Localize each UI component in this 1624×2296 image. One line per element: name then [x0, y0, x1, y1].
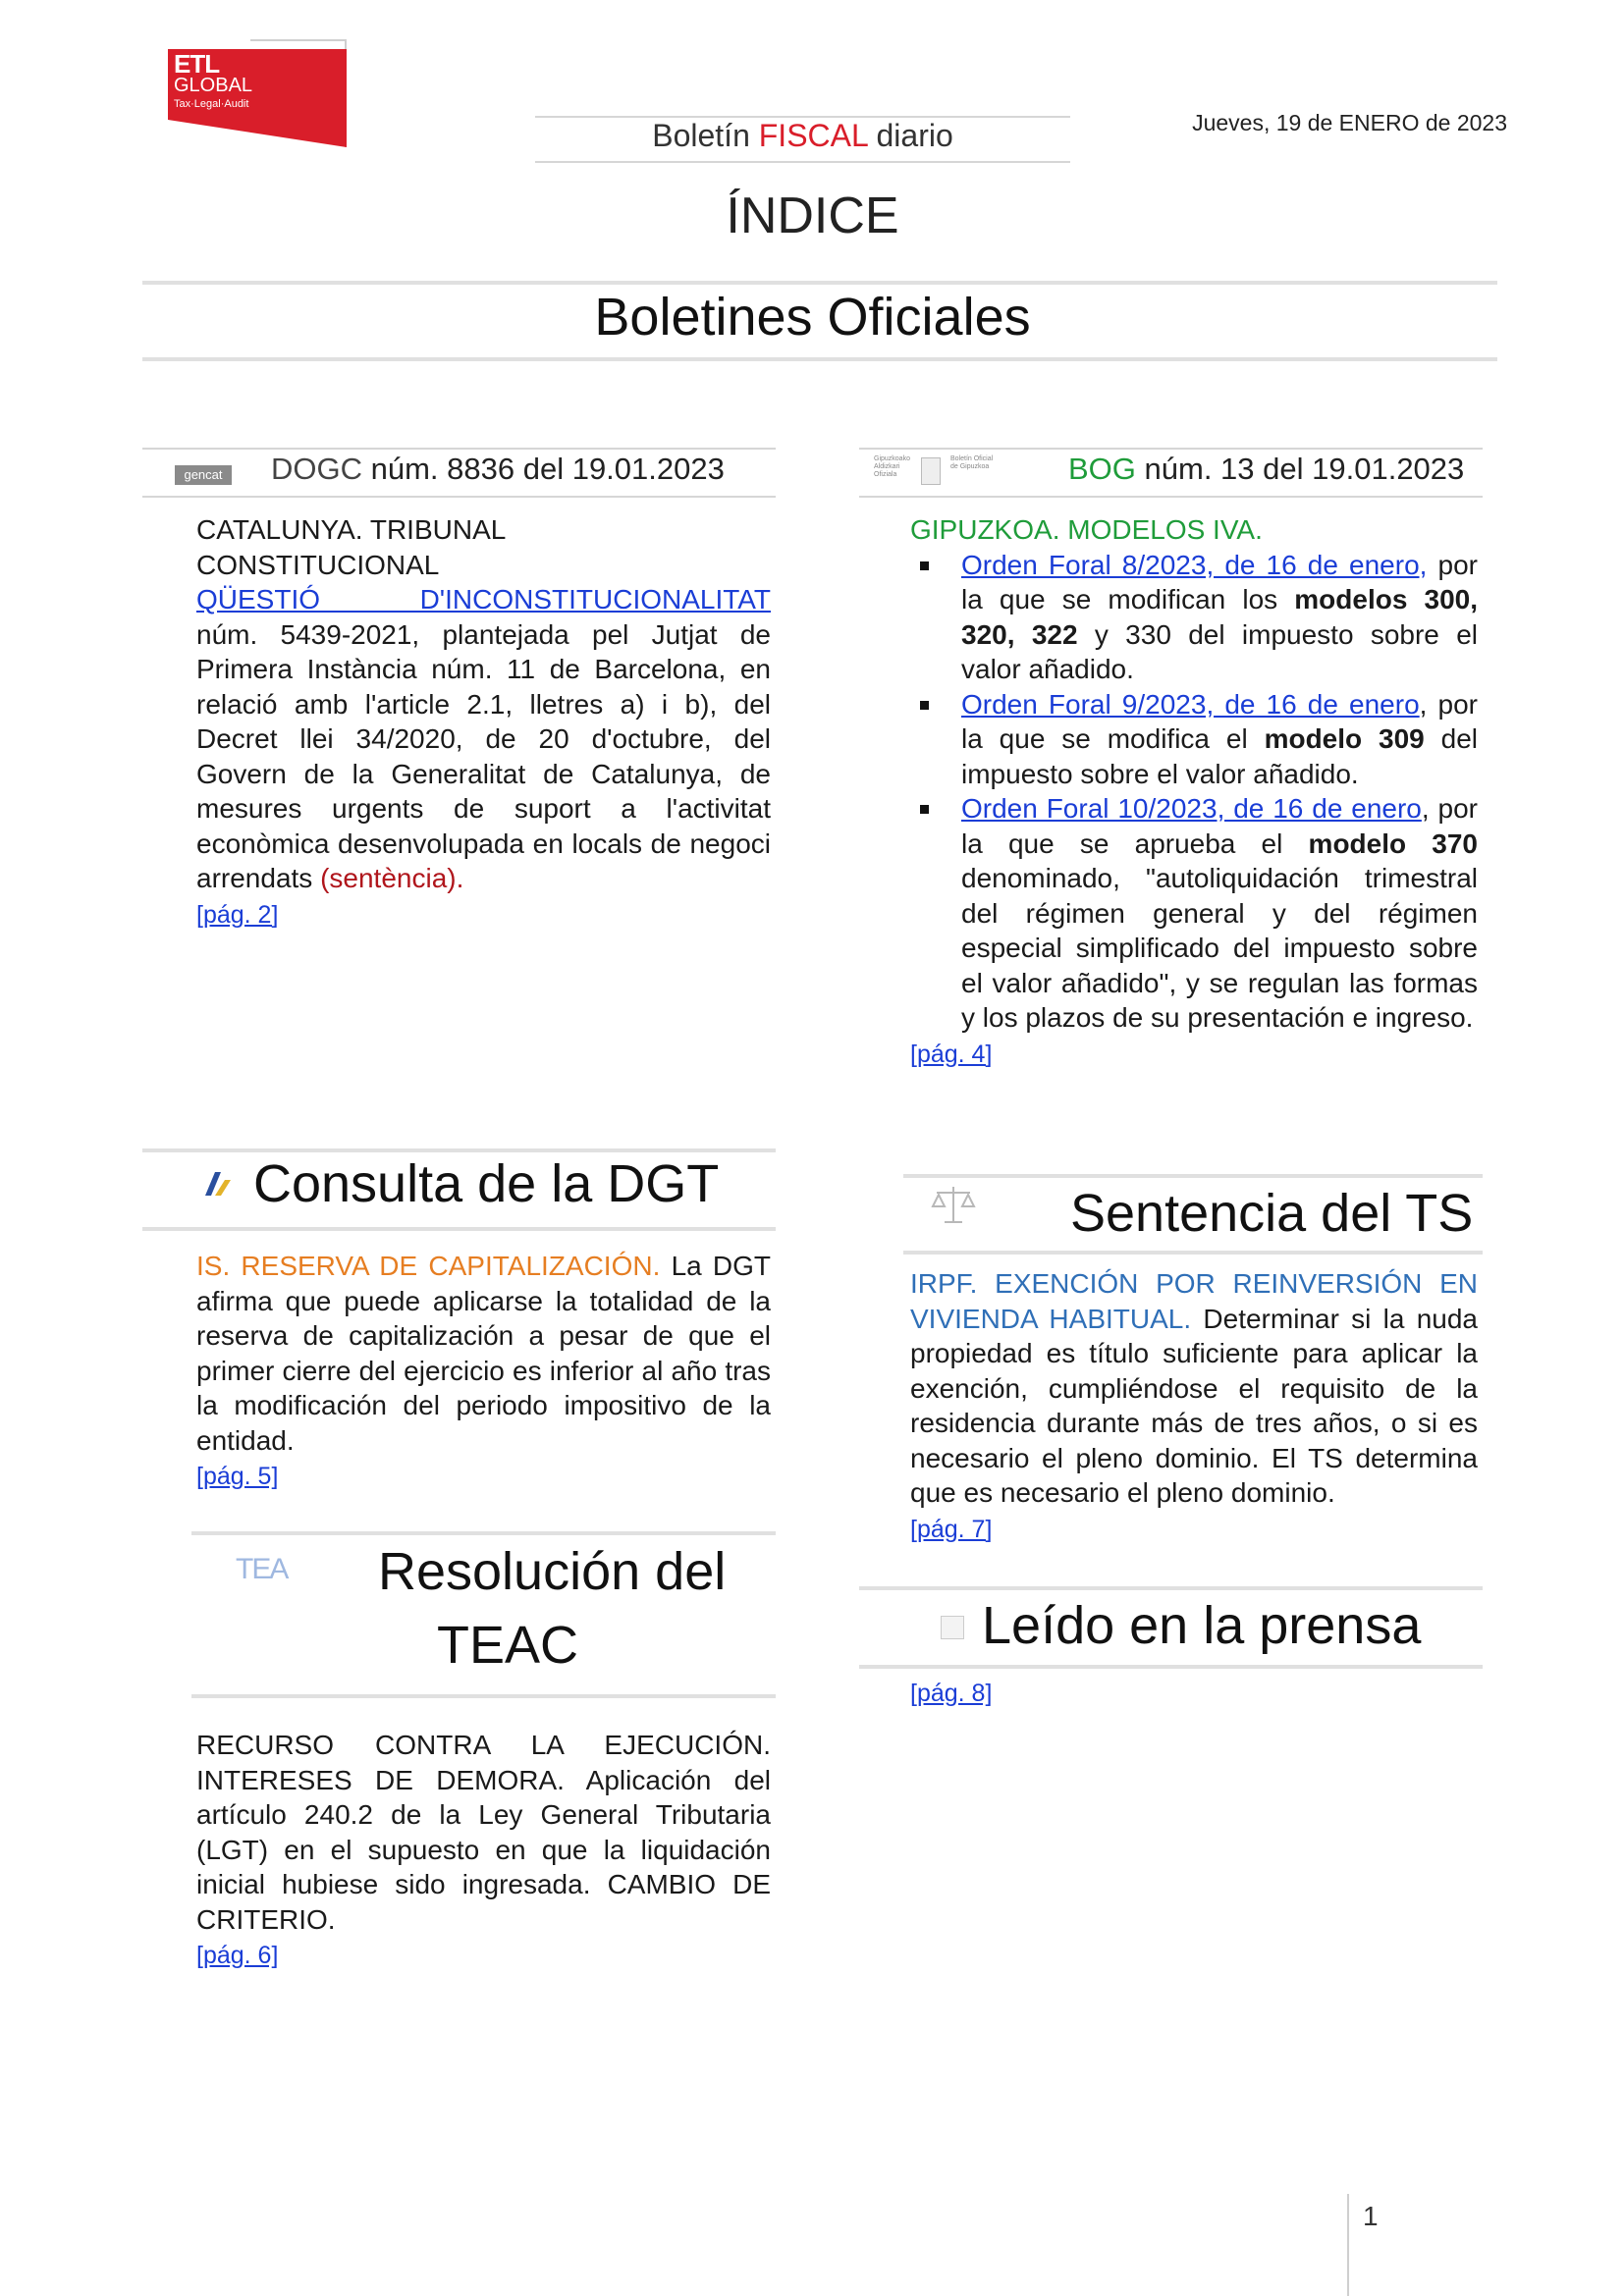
bog-rule-top: [859, 448, 1483, 450]
dgt-entry: [196, 1249, 771, 1495]
logo-global-text: GLOBAL: [174, 75, 253, 96]
aeat-icon: [201, 1166, 241, 1200]
prensa-entry: [910, 1675, 1478, 1712]
teac-page-link[interactable]: [pág. 6]: [196, 1942, 279, 1969]
bog-item-link[interactable]: Orden Foral 9/2023, de 16 de enero: [961, 688, 1420, 720]
section-rule-bottom: [142, 357, 1497, 361]
dogc-body: núm. 5439-2021, plantejada pel Jutjat de Primera Instància núm. 11 de Barcelona, en relació amb l'article 2.1, lletres a) i b), del Decret llei 34/2020, de 20 d'octubre, del Govern de la Generalitat de Catalunya, de mesures urgents de suport a l'activitat econòmica desenvolupada en locals de negoci arrendats: [196, 618, 771, 893]
dogc-page-link[interactable]: [pág. 2]: [196, 900, 279, 929]
list-item: Orden Foral 8/2023, de 16 de enero, por la que se modifican los modelos 300, 320, 322 y 330 del impuesto sobre el valor añadido.: [910, 548, 1478, 687]
section-rule-top: [142, 281, 1497, 285]
dgt-rule-bottom: [142, 1227, 776, 1231]
logo-etl-text: ETL: [174, 49, 220, 79]
dogc-rule-bottom: [142, 496, 776, 498]
dgt-body: La DGT afirma que puede aplicarse la totalidad de la reserva de capitalización a pesar de que el primer cierre del ejercicio es inferior al año tras la modificación del periodo impositivo de la entidad.: [196, 1251, 772, 1456]
teac-rule-top: [191, 1531, 776, 1535]
prensa-page-link[interactable]: [pág. 8]: [910, 1680, 993, 1707]
dogc-link[interactable]: QÜESTIÓ D'INCONSTITUCIONALITAT: [196, 584, 771, 614]
teac-entry: [196, 1728, 771, 1974]
ts-rule-bottom: [903, 1251, 1483, 1255]
bog-topic: GIPUZKOA. MODELOS IVA.: [910, 514, 1263, 545]
ts-page-link[interactable]: [pág. 7]: [910, 1515, 993, 1543]
bog-page-link[interactable]: [pág. 4]: [910, 1040, 993, 1068]
scales-icon: [931, 1183, 976, 1228]
gipuzkoa-shield-icon: [921, 457, 941, 485]
header-rule-bottom: [535, 161, 1070, 163]
teac-rule-bottom: [191, 1694, 776, 1698]
bulletin-date: Jueves, 19 de ENERO de 2023: [1192, 110, 1507, 135]
dogc-heading: DOGC núm. 8836 del 19.01.2023: [271, 452, 725, 486]
ts-entry: [910, 1266, 1478, 1547]
prensa-title: Leído en la prensa: [982, 1596, 1422, 1655]
dogc-tag: (sentència): [320, 863, 457, 893]
dogc-topic-line1: CATALUNYA. TRIBUNAL: [196, 514, 507, 545]
bog-list: [910, 548, 1478, 1036]
list-item: Orden Foral 10/2023, de 16 de enero, por la que se aprueba el modelo 370 denominado, "autoliquidación trimestral del régimen general y del régimen especial simplificado del impuesto sobre el valor añadido", y se regulan las formas y los plazos de su presentación e ingreso.: [910, 791, 1478, 1036]
dogc-topic-line2: CONSTITUCIONAL: [196, 549, 440, 580]
teac-tail: CAMBIO DE CRITERIO.: [196, 1869, 771, 1935]
bog-rule-bottom: [859, 496, 1483, 498]
etl-global-logo: [162, 45, 349, 151]
gencat-logo: gencat: [175, 465, 232, 485]
dgt-topic: IS. RESERVA DE CAPITALIZACIÓN.: [196, 1251, 661, 1281]
section-title-boletines: Boletines Oficiales: [594, 288, 1031, 347]
ts-title: Sentencia del TS: [1070, 1184, 1474, 1243]
bog-item-link[interactable]: Orden Foral 10/2023, de 16 de enero: [961, 793, 1422, 824]
bulletin-title: Boletín FISCAL diario: [652, 118, 953, 153]
dgt-title: Consulta de la DGT: [253, 1154, 720, 1213]
ts-topic: IRPF. EXENCIÓN POR REINVERSIÓN EN VIVIENDA HABITUAL.: [910, 1268, 1478, 1334]
dogc-rule-top: [142, 448, 776, 450]
prensa-rule-bottom: [859, 1665, 1483, 1669]
newspaper-icon: [941, 1616, 964, 1639]
dgt-page-link[interactable]: [pág. 5]: [196, 1463, 279, 1490]
bog-item-link[interactable]: Orden Foral 8/2023, de 16 de enero,: [961, 549, 1428, 580]
page-number: 1: [1363, 2201, 1379, 2231]
logo-tagline: Tax·Legal·Audit: [174, 98, 249, 110]
tea-logo: TEA: [236, 1553, 288, 1585]
teac-title-line2: TEAC: [437, 1616, 579, 1675]
bog-logo: Gipuzkoako Aldizkari Ofiziala Boletín Oficial de Gipuzkoa: [874, 454, 1001, 487]
bog-entry: [910, 512, 1478, 1072]
teac-topic: RECURSO CONTRA LA EJECUCIÓN. INTERESES DE DEMORA.: [196, 1730, 771, 1795]
index-title: ÍNDICE: [726, 187, 899, 244]
teac-title-line1: Resolución del: [378, 1542, 727, 1601]
bog-heading: BOG núm. 13 del 19.01.2023: [1068, 452, 1465, 486]
list-item: Orden Foral 9/2023, de 16 de enero, por la que se modifica el modelo 309 del impuesto sobre el valor añadido.: [910, 687, 1478, 792]
teac-body: Aplicación del artículo 240.2 de la Ley General Tributaria (LGT) en el supuesto en que la liquidación inicial hubiese sido ingresada.: [196, 1764, 771, 1899]
ts-body: Determinar si la nuda propiedad es título suficiente para aplicar la exención, cumpliéndose el requisito de la residencia durante más de tres años, o si es necesario el pleno dominio. El TS determina que es necesario el pleno dominio.: [910, 1303, 1479, 1508]
dogc-entry: CATALUNYA. TRIBUNAL CONSTITUCIONAL QÜESTIÓ D'INCONSTITUCIONALITAT núm. 5439-2021, plantejada pel Jutjat de Primera Instància núm. 11 de Barcelona, en relació amb l'article 2.1, lletres a) i b), del Decret llei 34/2020, de 20 d'octubre, del Govern de la Generalitat de Catalunya, de mesures urgents de suport a l'activitat econòmica desenvolupada en locals de negoci arrendats (sentència). [pág. 2]: [196, 514, 771, 929]
footer-divider: [1347, 2194, 1349, 2296]
